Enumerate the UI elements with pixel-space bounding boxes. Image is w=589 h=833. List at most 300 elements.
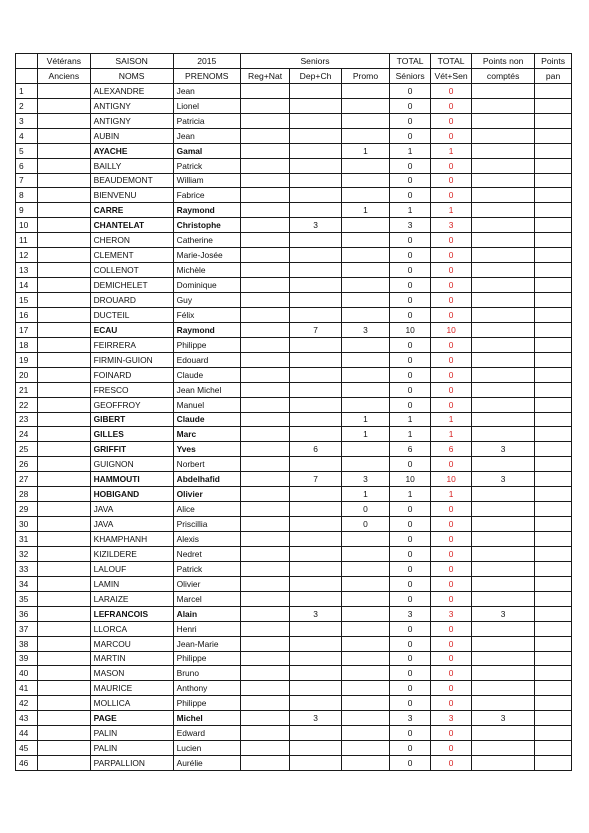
reg-nat-cell [240, 382, 289, 397]
nom-cell: LEFRANCOIS [90, 606, 173, 621]
promo-cell [341, 188, 389, 203]
table-row [16, 337, 572, 352]
dep-ch-cell: 7 [290, 322, 342, 337]
total-vet-sen-cell: 0 [431, 636, 472, 651]
points-pan-cell [535, 457, 572, 472]
row-number: 29 [16, 502, 38, 517]
veterans-cell [38, 337, 91, 352]
table-row [16, 636, 572, 651]
row-number: 44 [16, 726, 38, 741]
promo-cell [341, 248, 389, 263]
veterans-cell [38, 427, 91, 442]
nom-cell: MARCOU [90, 636, 173, 651]
points-pan-cell [535, 173, 572, 188]
points-non-comptes-cell [472, 532, 535, 547]
total-seniors-cell: 0 [390, 233, 431, 248]
points-pan-cell [535, 218, 572, 233]
veterans-cell [38, 606, 91, 621]
promo-cell: 1 [341, 143, 389, 158]
total-vet-sen-cell: 0 [431, 98, 472, 113]
promo-cell [341, 606, 389, 621]
promo-cell [341, 756, 389, 771]
points-non-comptes-cell [472, 337, 535, 352]
reg-nat-cell [240, 726, 289, 741]
prenom-cell: Alain [173, 606, 240, 621]
total-seniors-cell: 0 [390, 726, 431, 741]
header-veterans: Vétérans [38, 54, 91, 69]
veterans-cell [38, 352, 91, 367]
dep-ch-cell [290, 576, 342, 591]
table-row [16, 397, 572, 412]
nom-cell: GUIGNON [90, 457, 173, 472]
total-vet-sen-cell: 0 [431, 681, 472, 696]
nom-cell: ECAU [90, 322, 173, 337]
nom-cell: CHERON [90, 233, 173, 248]
dep-ch-cell [290, 532, 342, 547]
veterans-cell [38, 696, 91, 711]
header-total-seniors: TOTAL [390, 54, 431, 69]
table-row [16, 143, 572, 158]
dep-ch-cell [290, 726, 342, 741]
table-row [16, 532, 572, 547]
row-number: 41 [16, 681, 38, 696]
total-vet-sen-cell: 1 [431, 203, 472, 218]
nom-cell: PARPALLION [90, 756, 173, 771]
reg-nat-cell [240, 278, 289, 293]
reg-nat-cell [240, 696, 289, 711]
points-non-comptes-cell: 3 [472, 472, 535, 487]
prenom-cell: Olivier [173, 576, 240, 591]
veterans-cell [38, 472, 91, 487]
dep-ch-cell [290, 397, 342, 412]
points-pan-cell [535, 576, 572, 591]
veterans-cell [38, 532, 91, 547]
nom-cell: GEOFFROY [90, 397, 173, 412]
total-seniors-cell: 0 [390, 666, 431, 681]
promo-cell: 1 [341, 427, 389, 442]
points-non-comptes-cell [472, 591, 535, 606]
total-seniors-cell: 10 [390, 472, 431, 487]
promo-cell [341, 352, 389, 367]
reg-nat-cell [240, 188, 289, 203]
nom-cell: FEIRRERA [90, 337, 173, 352]
reg-nat-cell [240, 681, 289, 696]
total-vet-sen-cell: 0 [431, 382, 472, 397]
prenom-cell: Marie-Josée [173, 248, 240, 263]
table-row [16, 412, 572, 427]
nom-cell: PAGE [90, 711, 173, 726]
row-number: 5 [16, 143, 38, 158]
table-row [16, 576, 572, 591]
total-seniors-cell: 0 [390, 83, 431, 98]
reg-nat-cell [240, 203, 289, 218]
nom-cell: AYACHE [90, 143, 173, 158]
points-pan-cell [535, 442, 572, 457]
total-vet-sen-cell: 1 [431, 487, 472, 502]
prenom-cell: Jean-Marie [173, 636, 240, 651]
total-vet-sen-cell: 0 [431, 532, 472, 547]
dep-ch-cell [290, 457, 342, 472]
reg-nat-cell [240, 711, 289, 726]
dep-ch-cell: 3 [290, 606, 342, 621]
total-seniors-cell: 0 [390, 173, 431, 188]
header-prenoms: PRENOMS [173, 68, 240, 83]
prenom-cell: Raymond [173, 322, 240, 337]
total-vet-sen-cell: 0 [431, 576, 472, 591]
veterans-cell [38, 173, 91, 188]
total-seniors-cell: 0 [390, 158, 431, 173]
reg-nat-cell [240, 457, 289, 472]
prenom-cell: Abdelhafid [173, 472, 240, 487]
prenom-cell: Michel [173, 711, 240, 726]
total-seniors-cell: 0 [390, 576, 431, 591]
nom-cell: CLEMENT [90, 248, 173, 263]
dep-ch-cell [290, 337, 342, 352]
reg-nat-cell [240, 412, 289, 427]
points-non-comptes-cell [472, 128, 535, 143]
points-pan-cell [535, 696, 572, 711]
points-non-comptes-cell [472, 502, 535, 517]
reg-nat-cell [240, 636, 289, 651]
points-non-comptes-cell [472, 412, 535, 427]
veterans-cell [38, 711, 91, 726]
total-vet-sen-cell: 0 [431, 367, 472, 382]
points-non-comptes-cell [472, 756, 535, 771]
header-vet-sen: Vét+Sen [431, 68, 472, 83]
promo-cell: 1 [341, 412, 389, 427]
veterans-cell [38, 188, 91, 203]
total-seniors-cell: 0 [390, 502, 431, 517]
table-row [16, 591, 572, 606]
points-pan-cell [535, 756, 572, 771]
nom-cell: COLLENOT [90, 263, 173, 278]
reg-nat-cell [240, 173, 289, 188]
table-row [16, 173, 572, 188]
points-pan-cell [535, 561, 572, 576]
total-seniors-cell: 0 [390, 128, 431, 143]
promo-cell [341, 651, 389, 666]
prenom-cell: Jean Michel [173, 382, 240, 397]
total-vet-sen-cell: 1 [431, 427, 472, 442]
row-number: 35 [16, 591, 38, 606]
dep-ch-cell [290, 517, 342, 532]
reg-nat-cell [240, 158, 289, 173]
veterans-cell [38, 98, 91, 113]
row-number: 16 [16, 307, 38, 322]
veterans-cell [38, 442, 91, 457]
points-pan-cell [535, 233, 572, 248]
points-non-comptes-cell [472, 561, 535, 576]
row-number: 33 [16, 561, 38, 576]
reg-nat-cell [240, 307, 289, 322]
reg-nat-cell [240, 83, 289, 98]
promo-cell [341, 367, 389, 382]
table-row [16, 502, 572, 517]
prenom-cell: Lucien [173, 741, 240, 756]
reg-nat-cell [240, 606, 289, 621]
veterans-cell [38, 726, 91, 741]
dep-ch-cell [290, 128, 342, 143]
dep-ch-cell [290, 427, 342, 442]
header-seniors: Seniors [240, 54, 389, 69]
header-points: Points [535, 54, 572, 69]
prenom-cell: Patrick [173, 561, 240, 576]
prenom-cell: Guy [173, 293, 240, 308]
dep-ch-cell: 7 [290, 472, 342, 487]
promo-cell [341, 83, 389, 98]
total-seniors-cell: 0 [390, 397, 431, 412]
points-pan-cell [535, 427, 572, 442]
nom-cell: LARAIZE [90, 591, 173, 606]
total-vet-sen-cell: 0 [431, 756, 472, 771]
dep-ch-cell [290, 203, 342, 218]
table-row [16, 83, 572, 98]
table-row [16, 263, 572, 278]
dep-ch-cell [290, 756, 342, 771]
dep-ch-cell [290, 412, 342, 427]
veterans-cell [38, 128, 91, 143]
reg-nat-cell [240, 98, 289, 113]
row-number: 28 [16, 487, 38, 502]
reg-nat-cell [240, 442, 289, 457]
table-row [16, 248, 572, 263]
dep-ch-cell: 3 [290, 711, 342, 726]
veterans-cell [38, 143, 91, 158]
points-pan-cell [535, 397, 572, 412]
reg-nat-cell [240, 517, 289, 532]
veterans-cell [38, 651, 91, 666]
total-seniors-cell: 0 [390, 248, 431, 263]
points-non-comptes-cell [472, 233, 535, 248]
points-non-comptes-cell [472, 741, 535, 756]
prenom-cell: Nedret [173, 546, 240, 561]
points-non-comptes-cell [472, 651, 535, 666]
points-non-comptes-cell [472, 621, 535, 636]
total-seniors-cell: 0 [390, 352, 431, 367]
veterans-cell [38, 248, 91, 263]
dep-ch-cell [290, 98, 342, 113]
total-vet-sen-cell: 0 [431, 591, 472, 606]
points-non-comptes-cell [472, 158, 535, 173]
total-vet-sen-cell: 3 [431, 711, 472, 726]
veterans-cell [38, 546, 91, 561]
total-vet-sen-cell: 0 [431, 741, 472, 756]
veterans-cell [38, 203, 91, 218]
table-row [16, 278, 572, 293]
promo-cell [341, 98, 389, 113]
veterans-cell [38, 517, 91, 532]
total-seniors-cell: 0 [390, 278, 431, 293]
nom-cell: LALOUF [90, 561, 173, 576]
dep-ch-cell [290, 293, 342, 308]
prenom-cell: Patrick [173, 158, 240, 173]
prenom-cell: Philippe [173, 337, 240, 352]
total-vet-sen-cell: 3 [431, 218, 472, 233]
promo-cell [341, 546, 389, 561]
prenom-cell: Lionel [173, 98, 240, 113]
nom-cell: PALIN [90, 741, 173, 756]
points-pan-cell [535, 487, 572, 502]
points-pan-cell [535, 188, 572, 203]
total-seniors-cell: 0 [390, 367, 431, 382]
dep-ch-cell [290, 248, 342, 263]
prenom-cell: Catherine [173, 233, 240, 248]
row-number: 12 [16, 248, 38, 263]
table-row [16, 651, 572, 666]
row-number: 2 [16, 98, 38, 113]
total-seniors-cell: 3 [390, 711, 431, 726]
total-seniors-cell: 0 [390, 307, 431, 322]
points-pan-cell [535, 726, 572, 741]
veterans-cell [38, 502, 91, 517]
total-vet-sen-cell: 0 [431, 158, 472, 173]
promo-cell [341, 457, 389, 472]
nom-cell: BIENVENU [90, 188, 173, 203]
table-row [16, 517, 572, 532]
dep-ch-cell [290, 636, 342, 651]
points-non-comptes-cell [472, 681, 535, 696]
veterans-cell [38, 158, 91, 173]
reg-nat-cell [240, 561, 289, 576]
row-number: 46 [16, 756, 38, 771]
nom-cell: FIRMIN-GUION [90, 352, 173, 367]
promo-cell [341, 263, 389, 278]
points-pan-cell [535, 128, 572, 143]
dep-ch-cell [290, 681, 342, 696]
prenom-cell: Alice [173, 502, 240, 517]
promo-cell [341, 173, 389, 188]
points-pan-cell [535, 532, 572, 547]
table-row [16, 756, 572, 771]
row-number: 36 [16, 606, 38, 621]
dep-ch-cell [290, 233, 342, 248]
total-vet-sen-cell: 0 [431, 173, 472, 188]
header-pan: pan [535, 68, 572, 83]
promo-cell [341, 233, 389, 248]
points-pan-cell [535, 83, 572, 98]
dep-ch-cell [290, 696, 342, 711]
table-row [16, 158, 572, 173]
reg-nat-cell [240, 218, 289, 233]
points-pan-cell [535, 502, 572, 517]
promo-cell [341, 561, 389, 576]
reg-nat-cell [240, 621, 289, 636]
veterans-cell [38, 576, 91, 591]
row-number: 30 [16, 517, 38, 532]
dep-ch-cell [290, 502, 342, 517]
points-non-comptes-cell [472, 367, 535, 382]
row-number: 34 [16, 576, 38, 591]
row-number: 9 [16, 203, 38, 218]
total-vet-sen-cell: 0 [431, 263, 472, 278]
total-seniors-cell: 10 [390, 322, 431, 337]
points-pan-cell [535, 113, 572, 128]
table-row [16, 561, 572, 576]
points-pan-cell [535, 337, 572, 352]
reg-nat-cell [240, 337, 289, 352]
points-non-comptes-cell [472, 188, 535, 203]
points-non-comptes-cell [472, 203, 535, 218]
dep-ch-cell [290, 352, 342, 367]
dep-ch-cell [290, 487, 342, 502]
points-non-comptes-cell [472, 98, 535, 113]
promo-cell [341, 741, 389, 756]
table-row [16, 98, 572, 113]
total-seniors-cell: 0 [390, 113, 431, 128]
promo-cell [341, 128, 389, 143]
header-cell [16, 68, 38, 83]
row-number: 32 [16, 546, 38, 561]
reg-nat-cell [240, 487, 289, 502]
nom-cell: HAMMOUTI [90, 472, 173, 487]
dep-ch-cell [290, 307, 342, 322]
points-non-comptes-cell [472, 457, 535, 472]
veterans-cell [38, 322, 91, 337]
header-seniors-sub: Séniors [390, 68, 431, 83]
dep-ch-cell [290, 651, 342, 666]
promo-cell [341, 591, 389, 606]
reg-nat-cell [240, 427, 289, 442]
nom-cell: FOINARD [90, 367, 173, 382]
row-number: 14 [16, 278, 38, 293]
prenom-cell: Jean [173, 128, 240, 143]
promo-cell [341, 218, 389, 233]
veterans-cell [38, 457, 91, 472]
row-number: 45 [16, 741, 38, 756]
prenom-cell: Fabrice [173, 188, 240, 203]
points-non-comptes-cell: 3 [472, 606, 535, 621]
promo-cell [341, 726, 389, 741]
total-vet-sen-cell: 10 [431, 322, 472, 337]
dep-ch-cell [290, 621, 342, 636]
total-vet-sen-cell: 0 [431, 561, 472, 576]
reg-nat-cell [240, 502, 289, 517]
total-seniors-cell: 1 [390, 412, 431, 427]
points-pan-cell [535, 741, 572, 756]
nom-cell: GILLES [90, 427, 173, 442]
total-vet-sen-cell: 0 [431, 457, 472, 472]
header-saison: SAISON [90, 54, 173, 69]
promo-cell: 1 [341, 203, 389, 218]
points-non-comptes-cell: 3 [472, 711, 535, 726]
table-row [16, 681, 572, 696]
total-seniors-cell: 0 [390, 188, 431, 203]
table-row [16, 442, 572, 457]
table-row [16, 367, 572, 382]
prenom-cell: Edward [173, 726, 240, 741]
reg-nat-cell [240, 367, 289, 382]
table-row [16, 218, 572, 233]
dep-ch-cell [290, 158, 342, 173]
reg-nat-cell [240, 756, 289, 771]
points-pan-cell [535, 666, 572, 681]
prenom-cell: Claude [173, 412, 240, 427]
veterans-cell [38, 397, 91, 412]
nom-cell: HOBIGAND [90, 487, 173, 502]
total-vet-sen-cell: 1 [431, 143, 472, 158]
prenom-cell: Philippe [173, 651, 240, 666]
total-seniors-cell: 0 [390, 546, 431, 561]
row-number: 19 [16, 352, 38, 367]
total-seniors-cell: 1 [390, 203, 431, 218]
table-row [16, 293, 572, 308]
total-vet-sen-cell: 0 [431, 233, 472, 248]
table-row [16, 487, 572, 502]
nom-cell: JAVA [90, 502, 173, 517]
points-non-comptes-cell [472, 487, 535, 502]
reg-nat-cell [240, 293, 289, 308]
points-pan-cell [535, 98, 572, 113]
